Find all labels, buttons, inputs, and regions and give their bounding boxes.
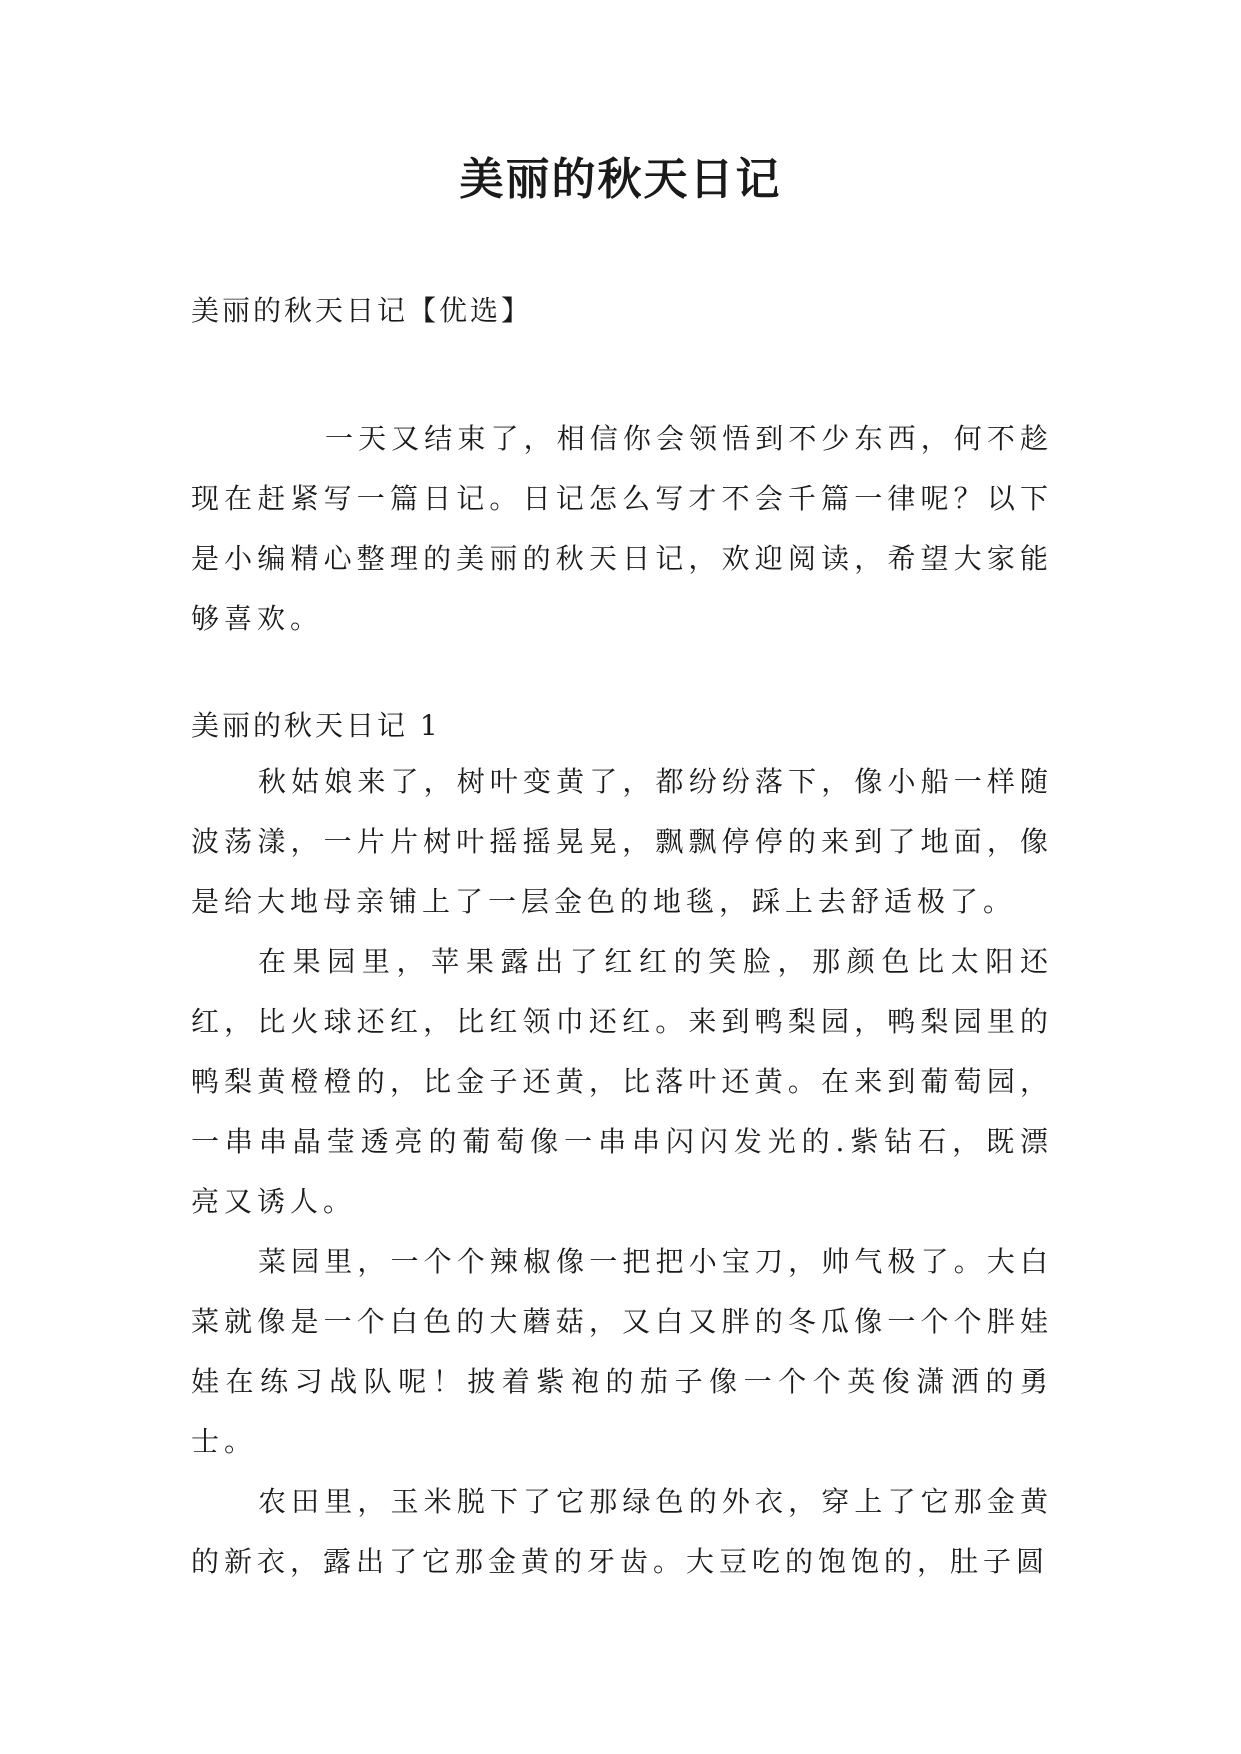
- body-paragraph: 菜园里，一个个辣椒像一把把小宝刀，帅气极了。大白菜就像是一个白色的大蘑菇，又白又胖的冬瓜像一个个胖娃娃在练习战队呢！披着紫袍的茄子像一个个英俊潇洒的勇士。: [191, 1245, 1053, 1458]
- section-body: [191, 752, 1053, 1592]
- intro-paragraph: 一天又结束了，相信你会领悟到不少东西，何不趁现在赶紧写一篇日记。日记怎么写才不会千篇一律呢？以下是小编精心整理的美丽的秋天日记，欢迎阅读，希望大家能够喜欢。: [191, 422, 1053, 635]
- body-paragraph: 在果园里，苹果露出了红红的笑脸，那颜色比太阳还红，比火球还红，比红领巾还红。来到鸭梨园，鸭梨园里的鸭梨黄橙橙的，比金子还黄，比落叶还黄。在来到葡萄园，一串串晶莹透亮的葡萄像一串串闪闪发光的.紫钻石，既漂亮又诱人。: [191, 945, 1053, 1218]
- body-paragraph: 农田里，玉米脱下了它那绿色的外衣，穿上了它那金黄的新衣，露出了它那金黄的牙齿。大豆吃的饱饱的，肚子圆: [191, 1485, 1053, 1578]
- section-heading: 美丽的秋天日记 1: [191, 709, 441, 742]
- document-title: 美丽的秋天日记: [459, 154, 782, 205]
- document-subtitle: 美丽的秋天日记【优选】: [191, 294, 533, 327]
- body-paragraph: 秋姑娘来了，树叶变黄了，都纷纷落下，像小船一样随波荡漾，一片片树叶摇摇晃晃，飘飘停停的来到了地面，像是给大地母亲铺上了一层金色的地毯，踩上去舒适极了。: [191, 765, 1053, 918]
